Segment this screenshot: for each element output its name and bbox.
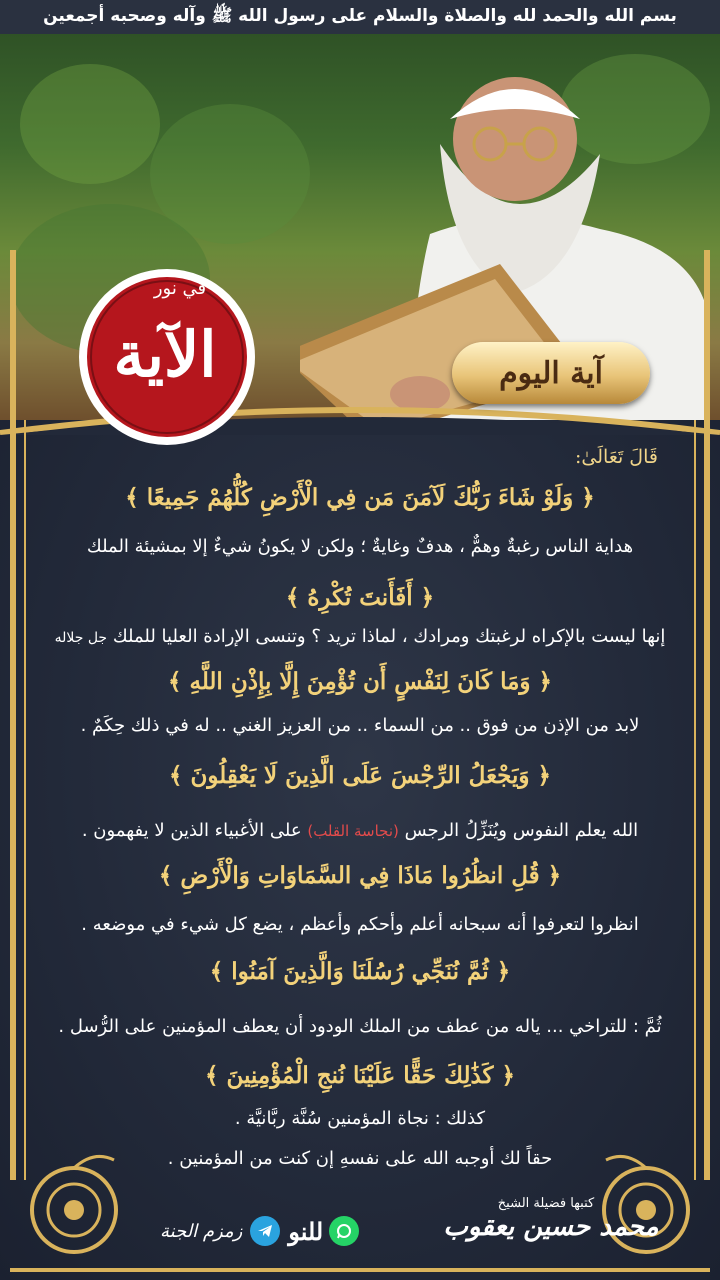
line-text-rest: على الأغبياء الذين لا يفهمون .	[81, 820, 302, 841]
line-text: ﴿ وَيَجْعَلُ الرِّجْسَ عَلَى الَّذِينَ لَا يَعْقِلُونَ ﴾	[168, 762, 552, 789]
verse-line	[20, 958, 700, 985]
commentary-line	[12, 715, 708, 736]
honorific-text: جل جلاله	[54, 630, 108, 646]
badge-small-text: في نور	[153, 278, 207, 299]
verse-of-the-day-ribbon	[452, 342, 650, 404]
verse-line	[20, 668, 700, 695]
line-text: ﴿ أَفَأَنتَ تُكْرِهُ ﴾	[285, 584, 435, 611]
line-text: الله يعلم النفوس ويُنَزِّلُ الرجس	[404, 820, 639, 841]
verse-line	[20, 484, 700, 511]
telegram-icon[interactable]	[250, 1216, 280, 1246]
intro-text: قَالَ تَعَالَىٰ:	[575, 446, 658, 468]
line-text: كذلك : نجاة المؤمنين سُنَّة ربَّانيَّة .	[234, 1108, 486, 1129]
commentary-line	[120, 1108, 600, 1129]
signature: محمد حسين يعقوب	[443, 1212, 659, 1242]
line-text: حقاً لك أوجبه الله على نفسهِ إن كنت من المؤمنين .	[167, 1148, 553, 1169]
written-by-label: كتبها فضيلة الشيخ	[497, 1196, 595, 1211]
commentary-line	[12, 914, 708, 935]
verse-line	[20, 1062, 700, 1089]
line-text: هداية الناس رغبةٌ وهمٌّ ، هدفٌ وغايةٌ ؛ ولكن لا يكونُ شيءٌ إلا بمشيئة الملك	[86, 536, 634, 557]
line-text: ﴿ كَذَٰلِكَ حَقًّا عَلَيْنَا نُنجِ الْمُؤْمِنِينَ ﴾	[205, 1062, 515, 1089]
highlight-text: (نجاسة القلب)	[307, 822, 399, 840]
verse-line	[20, 762, 700, 789]
channel-name: زمزم الجنة	[160, 1220, 243, 1242]
verse-line	[20, 584, 700, 611]
line-text: ﴿ ثُمَّ نُنَجِّي رُسُلَنَا وَالَّذِينَ آمَنُوا ﴾	[209, 958, 511, 985]
line-text: ﴿ قُلِ انظُرُوا مَاذَا فِي السَّمَاوَاتِ وَالْأَرْضِ ﴾	[158, 862, 562, 889]
ribbon-label: آية اليوم	[499, 355, 603, 391]
verse-line	[20, 862, 700, 889]
whatsapp-icon[interactable]	[329, 1216, 359, 1246]
commentary-line	[12, 536, 708, 557]
social-links	[160, 1212, 359, 1250]
badge-main-text: الآية	[113, 318, 217, 391]
bismillah-bar	[0, 0, 720, 36]
commentary-line	[12, 820, 708, 841]
line-text: ﴿ وَمَا كَانَ لِنَفْسٍ أَن تُؤْمِنَ إِلَّا بِإِذْنِ اللَّهِ ﴾	[168, 668, 552, 695]
line-text: ثُمَّ : للتراخي ... ياله من عطف من الملك الودود أن يعطف المؤمنين على الرُّسل .	[58, 1016, 662, 1037]
commentary-line	[12, 1016, 708, 1037]
line-text: انظروا لتعرفوا أنه سبحانه أعلم وأحكم وأعظم ، يضع كل شيء في موضعه .	[81, 914, 639, 935]
line-text: ﴿ وَلَوْ شَاءَ رَبُّكَ لَآمَنَ مَن فِي الْأَرْضِ كُلُّهُمْ جَمِيعًا ﴾	[125, 484, 595, 511]
bismillah-text: بسم الله والحمد لله والصلاة والسلام على رسول الله ﷺ وآله وصحبه أجمعين	[43, 5, 677, 26]
commentary-line	[12, 626, 708, 647]
ornament-left-icon	[14, 1140, 132, 1270]
line-text: إنها ليست بالإكراه لرغبتك ومرادك ، لماذا تريد ؟ وتنسى الإرادة العليا للملك	[112, 626, 666, 647]
line-text: لابد من الإذن من فوق .. من السماء .. من العزيز الغني .. له في ذلك حِكَمٌ .	[80, 715, 640, 736]
brand-name: للنو	[288, 1216, 324, 1246]
